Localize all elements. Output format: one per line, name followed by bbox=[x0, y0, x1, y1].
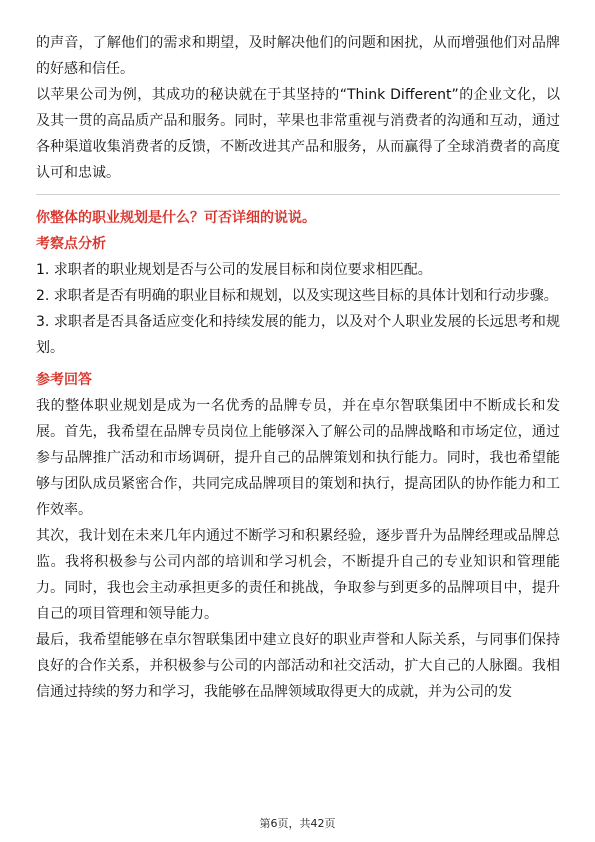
answer-paragraph: 我的整体职业规划是成为一名优秀的品牌专员，并在卓尔智联集团中不断成长和发展。首先，我希望在品牌专员岗位上能够深入了解公司的品牌战略和市场定位，通过参与品牌推广活动和市场调研，提升自己的品牌策划和执行能力。同时，我也希望能够与团队成员紧密合作，共同完成品牌项目的策划和执行，提高团队的协作能力和工作效率。 bbox=[36, 398, 560, 518]
analysis-item: 1. 求职者的职业规划是否与公司的发展目标和岗位要求相匹配。 bbox=[36, 262, 432, 278]
answer-paragraph: 最后，我希望能够在卓尔智联集团中建立良好的职业声誉和人际关系，与同事们保持良好的合作关系，并积极参与公司的内部活动和社交活动，扩大自己的人脉圈。我相信通过持续的努力和学习，我能够在品牌领域取得更大的成就，并为公司的发 bbox=[36, 632, 560, 700]
answer-heading: 参考回答 bbox=[36, 372, 92, 388]
page-number: 第6页，共42页 bbox=[259, 817, 336, 830]
analysis-item: 2. 求职者是否有明确的职业目标和规划，以及实现这些目标的具体计划和行动步骤。 bbox=[36, 288, 558, 304]
analysis-heading: 考察点分析 bbox=[36, 236, 106, 252]
question-title: 你整体的职业规划是什么？可否详细的说说。 bbox=[36, 210, 316, 226]
paragraph-apple-example: 以苹果公司为例，其成功的秘诀就在于其坚持的“Think Different”的企业文化，以及其一贯的高品质产品和服务。同时，苹果也非常重视与消费者的沟通和互动，通过各种渠道收集消费者的反馈，不断改进其产品和服务，从而赢得了全球消费者的高度认可和忠诚。 bbox=[36, 87, 560, 181]
answer-paragraph: 其次，我计划在未来几年内通过不断学习和积累经验，逐步晋升为品牌经理或品牌总监。我将积极参与公司内部的培训和学习机会，不断提升自己的专业知识和管理能力。同时，我也会主动承担更多的责任和挑战，争取参与到更多的品牌项目中，提升自己的项目管理和领导能力。 bbox=[36, 528, 560, 622]
paragraph-continued: 的声音，了解他们的需求和期望，及时解决他们的问题和困扰，从而增强他们对品牌的好感和信任。 bbox=[36, 35, 560, 77]
section-divider bbox=[36, 194, 560, 195]
document-body bbox=[36, 30, 560, 705]
analysis-item: 3. 求职者是否具备适应变化和持续发展的能力，以及对个人职业发展的长远思考和规划。 bbox=[36, 314, 560, 356]
